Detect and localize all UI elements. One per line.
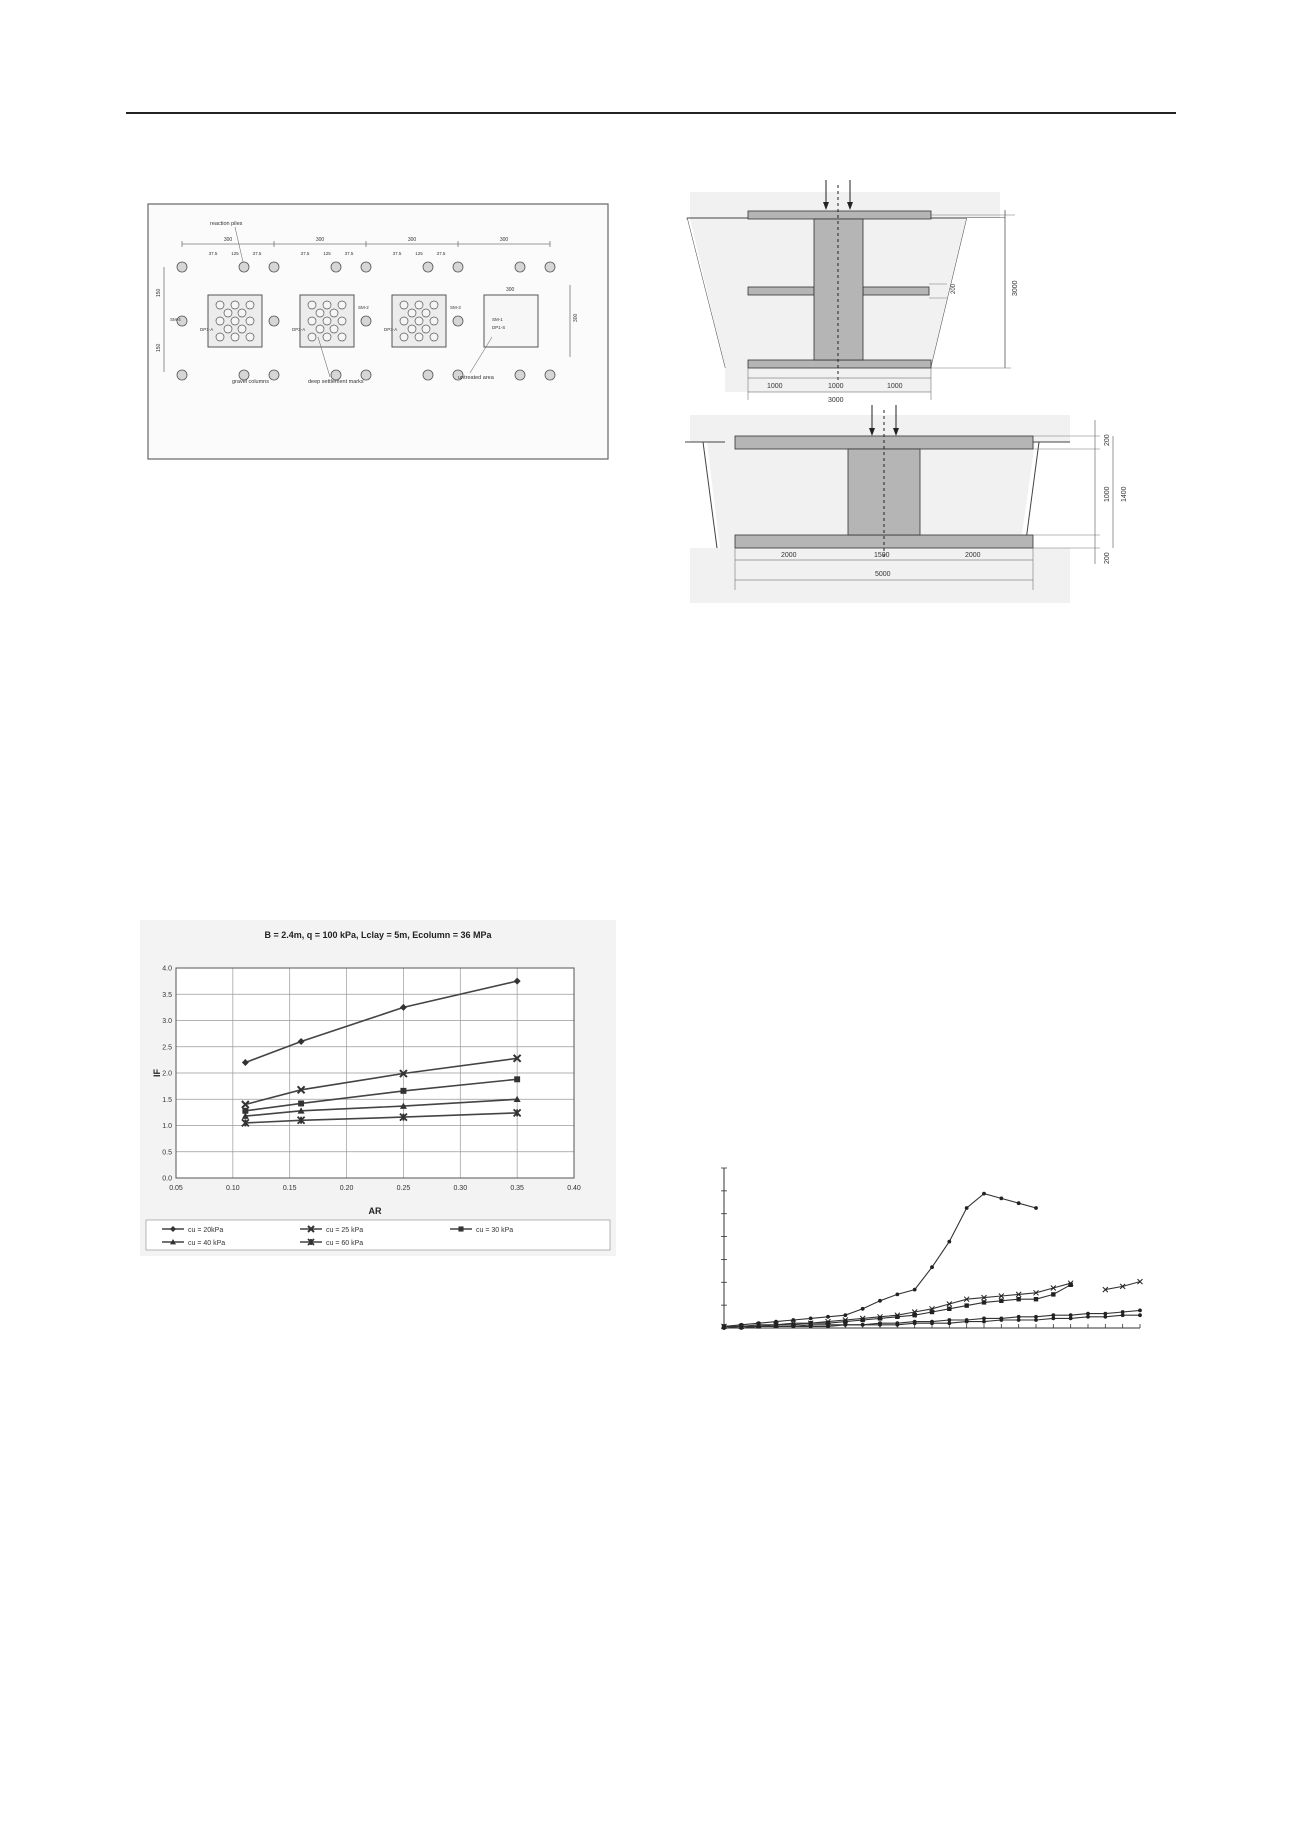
reaction-pile bbox=[453, 262, 463, 272]
chart1-data-point bbox=[298, 1100, 304, 1106]
header-rule bbox=[126, 112, 1176, 114]
gravel-column bbox=[430, 317, 438, 325]
chart2-data-point bbox=[1016, 1297, 1020, 1301]
chart2-data-point bbox=[860, 1318, 864, 1322]
gravel-column bbox=[338, 317, 346, 325]
chart2-data-point bbox=[861, 1323, 865, 1327]
marker-sm3: SM-3 bbox=[450, 305, 461, 310]
chart2-data-point bbox=[861, 1307, 865, 1311]
gravel-column bbox=[338, 333, 346, 341]
chart1-legend-label: cu = 40 kPa bbox=[188, 1240, 226, 1247]
chart2-data-point bbox=[878, 1316, 882, 1320]
chart2-data-point bbox=[1121, 1313, 1125, 1317]
chart1-x-tick-label: 0.25 bbox=[396, 1185, 411, 1192]
section-top bbox=[687, 180, 1019, 404]
bottom-total-height: 1400 bbox=[1121, 486, 1128, 502]
chart1-y-tick-label: 1.5 bbox=[162, 1096, 172, 1104]
settlement-line-chart bbox=[718, 1160, 1143, 1335]
chart2-data-point bbox=[982, 1192, 986, 1196]
top-flange-label: 200 bbox=[951, 283, 957, 294]
chart1-x-tick-label: 0.30 bbox=[453, 1185, 468, 1192]
gravel-column bbox=[430, 333, 438, 341]
reaction-pile bbox=[515, 262, 525, 272]
chart2-data-point bbox=[930, 1321, 934, 1325]
chart2-series bbox=[722, 1192, 1143, 1330]
gravel-column bbox=[408, 325, 416, 333]
chart2-data-point bbox=[982, 1300, 986, 1304]
bottom-dim-3: 2000 bbox=[965, 552, 981, 559]
chart2-data-point bbox=[739, 1326, 743, 1330]
bottom-total-width: 5000 bbox=[875, 571, 891, 578]
plan-sub-dim-label: 125 bbox=[231, 251, 239, 256]
chart2-data-point bbox=[791, 1325, 795, 1329]
chart2-data-point bbox=[843, 1313, 847, 1317]
gravel-column bbox=[323, 317, 331, 325]
gravel-column bbox=[330, 325, 338, 333]
chart1-y-ticks bbox=[162, 966, 172, 1183]
chart2-data-point bbox=[930, 1310, 934, 1314]
gravel-column bbox=[308, 301, 316, 309]
chart2-data-point bbox=[895, 1315, 899, 1319]
chart2-data-point bbox=[964, 1303, 968, 1307]
reaction-pile bbox=[177, 262, 187, 272]
chart1-y-tick-label: 3.0 bbox=[162, 1018, 172, 1025]
marker-dp2a: DP2-A bbox=[292, 327, 306, 332]
plan-top-dim-label: 300 bbox=[499, 237, 509, 243]
gravel-columns-group bbox=[216, 301, 438, 341]
gravel-column bbox=[216, 301, 224, 309]
chart2-data-point bbox=[965, 1206, 969, 1210]
plan-sub-dim-label: 37.5 bbox=[436, 251, 446, 256]
chart2-data-point bbox=[913, 1288, 917, 1292]
chart2-data-point bbox=[1103, 1315, 1107, 1319]
chart2-data-point bbox=[1086, 1315, 1090, 1319]
reaction-pile bbox=[269, 316, 279, 326]
gravel-columns-label: gravel columns bbox=[232, 379, 269, 385]
chart1-x-tick-label: 0.10 bbox=[226, 1185, 240, 1192]
chart2-data-point bbox=[1034, 1206, 1038, 1210]
bottom-dim-right-2: 1000 bbox=[1104, 486, 1111, 502]
gravel-column bbox=[330, 309, 338, 317]
chart1-title: B = 2.4m, q = 100 kPa, Lclay = 5m, Ecolumn = 36 MPa bbox=[264, 930, 492, 940]
marker-sm1: SM-1 bbox=[492, 317, 503, 322]
chart1-x-tick-label: 0.35 bbox=[510, 1185, 524, 1192]
reaction-pile bbox=[269, 370, 279, 380]
reaction-piles-label: reaction piles bbox=[210, 221, 243, 227]
chart1-legend-marker bbox=[458, 1226, 463, 1231]
chart1-y-tick-label: 0.0 bbox=[162, 1175, 172, 1183]
marker-sm2: SM-2 bbox=[358, 305, 369, 310]
side-dim-3: 300 bbox=[573, 313, 579, 322]
top-dim-3: 1000 bbox=[887, 383, 903, 390]
chart2-data-point bbox=[1034, 1318, 1038, 1322]
plan-view-figure bbox=[140, 197, 616, 466]
bottom-dim-1: 2000 bbox=[781, 552, 797, 559]
plan-sub-dim-label: 37.5 bbox=[344, 251, 354, 256]
chart1-y-tick-label: 3.5 bbox=[162, 991, 172, 999]
gravel-column bbox=[338, 301, 346, 309]
gravel-column bbox=[246, 301, 254, 309]
chart2-data-point bbox=[1138, 1313, 1142, 1317]
chart1-y-tick-label: 2.5 bbox=[162, 1044, 172, 1052]
gravel-column bbox=[231, 301, 239, 309]
chart2-data-point bbox=[930, 1265, 934, 1269]
plan-sub-dim-label: 37.5 bbox=[392, 251, 402, 256]
chart2-data-point bbox=[999, 1318, 1003, 1322]
side-dim-2: 150 bbox=[156, 343, 162, 352]
chart2-data-point bbox=[913, 1321, 917, 1325]
top-height-label: 3000 bbox=[1012, 280, 1019, 296]
gravel-column bbox=[400, 333, 408, 341]
chart2-data-point bbox=[809, 1317, 813, 1321]
chart2-data-point bbox=[1068, 1283, 1072, 1287]
reaction-pile bbox=[453, 316, 463, 326]
chart2-data-point bbox=[1051, 1317, 1055, 1321]
cross-section-figure bbox=[685, 180, 1145, 605]
chart2-data-point bbox=[1017, 1318, 1021, 1322]
gravel-column bbox=[224, 325, 232, 333]
section-bottom bbox=[685, 405, 1128, 603]
chart2-data-point bbox=[999, 1197, 1003, 1201]
chart2-data-point bbox=[947, 1321, 951, 1325]
gravel-column bbox=[415, 317, 423, 325]
reaction-pile bbox=[423, 262, 433, 272]
gravel-column bbox=[216, 333, 224, 341]
reaction-pile bbox=[269, 262, 279, 272]
reaction-pile bbox=[423, 370, 433, 380]
gravel-column bbox=[400, 301, 408, 309]
gravel-column bbox=[316, 325, 324, 333]
gravel-column bbox=[246, 333, 254, 341]
chart2-data-point bbox=[843, 1323, 847, 1327]
chart2-data-point bbox=[912, 1313, 916, 1317]
plan-sub-dim-label: 37.5 bbox=[252, 251, 262, 256]
chart2-data-point bbox=[895, 1323, 899, 1327]
gravel-column bbox=[415, 301, 423, 309]
chart2-data-point bbox=[895, 1293, 899, 1297]
plan-sub-dim-label: 37.5 bbox=[300, 251, 310, 256]
chart1-y-tick-label: 4.0 bbox=[162, 965, 172, 973]
bottom-dim-right-1: 200 bbox=[1104, 434, 1111, 446]
gravel-column bbox=[231, 333, 239, 341]
chart2-data-point bbox=[878, 1323, 882, 1327]
chart2-data-point bbox=[947, 1307, 951, 1311]
plan-sub-dim-label: 125 bbox=[323, 251, 331, 256]
chart1-data-point bbox=[514, 1076, 520, 1082]
plan-sub-dim-label: 37.5 bbox=[208, 251, 218, 256]
chart2-data-point bbox=[1069, 1317, 1073, 1321]
plan-sub-dim-label: 125 bbox=[415, 251, 423, 256]
chart2-axes bbox=[721, 1168, 1140, 1328]
reaction-pile bbox=[239, 262, 249, 272]
chart1-legend-label: cu = 30 kPa bbox=[476, 1227, 514, 1234]
marker-dp3a: DP3-A bbox=[384, 327, 398, 332]
reaction-pile bbox=[331, 262, 341, 272]
plan-top-dim-label: 300 bbox=[315, 237, 325, 243]
chart1-x-tick-label: 0.15 bbox=[282, 1185, 297, 1192]
chart2-data-point bbox=[1051, 1292, 1055, 1296]
gravel-column bbox=[323, 333, 331, 341]
reaction-pile bbox=[361, 262, 371, 272]
chart2-data-point bbox=[965, 1320, 969, 1324]
gravel-column bbox=[246, 317, 254, 325]
chart1-y-tick-label: 2.0 bbox=[162, 1070, 172, 1078]
chart1-legend-label: cu = 25 kPa bbox=[326, 1227, 364, 1234]
chart1-x-tick-label: 0.20 bbox=[339, 1185, 354, 1192]
if-vs-ar-chart bbox=[140, 920, 616, 1256]
gravel-column bbox=[323, 301, 331, 309]
chart1-xlabel: AR bbox=[368, 1206, 382, 1216]
top-dim-2: 1000 bbox=[828, 383, 844, 390]
chart2-data-point bbox=[1138, 1309, 1142, 1313]
marker-sm4: SM-4 bbox=[170, 317, 181, 322]
side-dim-1: 150 bbox=[156, 288, 162, 297]
chart2-data-point bbox=[1017, 1201, 1021, 1205]
chart2-data-point bbox=[1034, 1297, 1038, 1301]
chart1-x-tick-label: 0.40 bbox=[567, 1185, 581, 1192]
gravel-column bbox=[430, 301, 438, 309]
reaction-pile bbox=[361, 316, 371, 326]
plan-top-dim-label: 300 bbox=[223, 237, 233, 243]
chart2-data-point bbox=[982, 1320, 986, 1324]
plan-top-dim-label: 300 bbox=[407, 237, 417, 243]
bottom-dim-right-3: 200 bbox=[1104, 552, 1111, 564]
chart1-x-tick-label: 0.05 bbox=[169, 1185, 183, 1192]
marker-dp1a: DP1-A bbox=[200, 327, 214, 332]
top-total-width: 3000 bbox=[828, 397, 844, 404]
gravel-column bbox=[316, 309, 324, 317]
gravel-column bbox=[224, 309, 232, 317]
gravel-column bbox=[216, 317, 224, 325]
gravel-column bbox=[400, 317, 408, 325]
chart1-y-tick-label: 0.5 bbox=[162, 1149, 172, 1157]
gravel-column bbox=[308, 317, 316, 325]
gravel-column bbox=[408, 309, 416, 317]
chart2-series-line bbox=[1105, 1282, 1140, 1290]
chart1-data-point bbox=[400, 1088, 406, 1094]
gravel-column bbox=[422, 325, 430, 333]
gravel-column bbox=[238, 309, 246, 317]
chart2-data-point bbox=[826, 1325, 830, 1329]
chart2-data-point bbox=[947, 1240, 951, 1244]
chart2-data-point bbox=[809, 1325, 813, 1329]
chart1-ylabel: IF bbox=[152, 1069, 162, 1077]
untreated-dim-label: 300 bbox=[506, 287, 515, 293]
gravel-column bbox=[231, 317, 239, 325]
gravel-column bbox=[422, 309, 430, 317]
bottom-dim-2: 1500 bbox=[874, 552, 890, 559]
reaction-pile bbox=[177, 370, 187, 380]
marker-dp1s: DP1-S bbox=[492, 325, 506, 330]
chart2-data-point bbox=[826, 1315, 830, 1319]
gravel-column bbox=[308, 333, 316, 341]
chart1-y-tick-label: 1.0 bbox=[162, 1123, 172, 1130]
gravel-column bbox=[415, 333, 423, 341]
untreated-area-label: untreated area bbox=[458, 375, 494, 381]
top-dim-1: 1000 bbox=[767, 383, 783, 390]
chart2-series-line bbox=[724, 1194, 1036, 1327]
chart1-legend-label: cu = 60 kPa bbox=[326, 1240, 364, 1247]
reaction-pile bbox=[515, 370, 525, 380]
chart2-data-point bbox=[999, 1299, 1003, 1303]
gravel-column bbox=[238, 325, 246, 333]
chart2-data-point bbox=[878, 1299, 882, 1303]
deep-settlement-marks-label: deep settlement marks bbox=[308, 379, 364, 385]
chart2-data-point bbox=[757, 1325, 761, 1329]
chart2-data-point bbox=[722, 1326, 726, 1330]
chart1-legend-label: cu = 20kPa bbox=[188, 1227, 224, 1234]
chart2-data-point bbox=[774, 1325, 778, 1329]
reaction-pile bbox=[545, 262, 555, 272]
reaction-pile bbox=[545, 370, 555, 380]
